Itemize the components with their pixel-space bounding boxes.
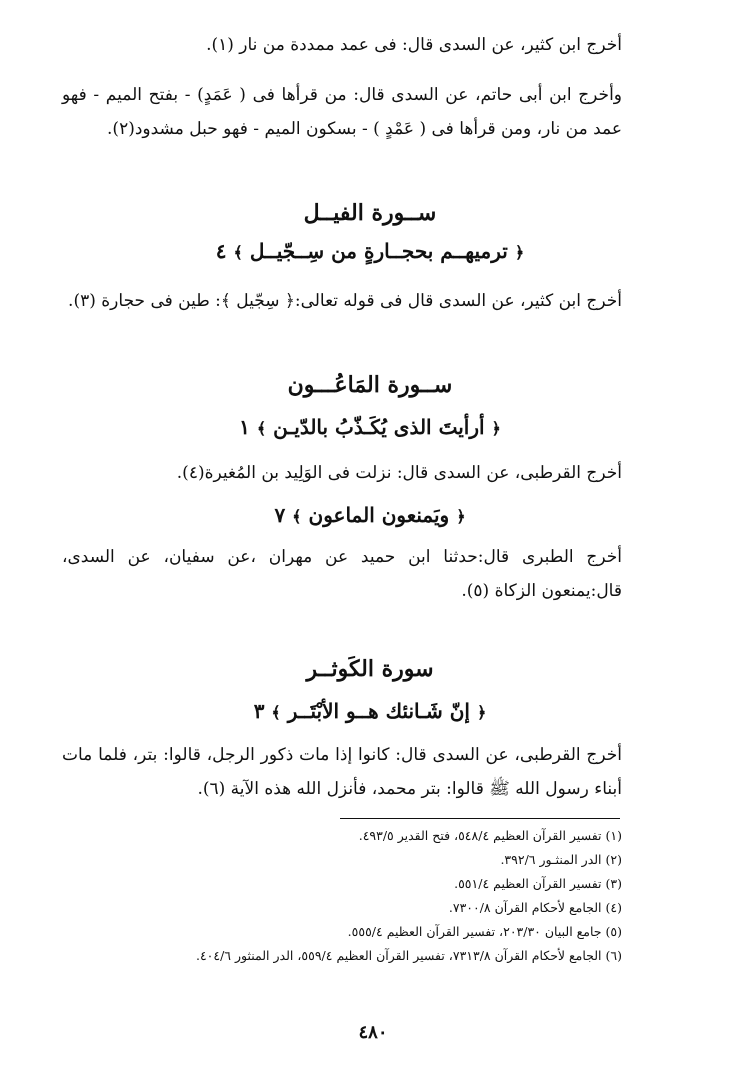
verse-text: أرأيتَ الذى يُكَـذّبُ بالدّيـن — [273, 415, 485, 439]
verse-maun-7 — [60, 498, 680, 534]
ornament-close: ﴾ — [256, 419, 267, 438]
ornament-close: ﴾ — [271, 703, 281, 722]
verse-fil-4 — [60, 234, 680, 270]
paragraph-ibn-kathir-amad: أخرج ابن كثير، عن السدى قال: فى عمد ممددة من نار (١). — [206, 35, 622, 55]
footnote-1: (١) تفسير القرآن العظيم ٥٤٨/٤، فتح القدير ٤٩٣/٥. — [358, 828, 622, 843]
paragraph-qurtubi-batar: أخرج القرطبى، عن السدى قال: كانوا إذا مات ذكور الرجل، قالوا: بتر، فلما مات أبناء رسول الله ﷺ قالوا: بتر محمد، فأنزل الله هذه الآية (٦). — [62, 745, 622, 799]
paragraph-ibn-abi-hatim: وأخرج ابن أبى حاتم، عن السدى قال: من قرأها فى ( عَمَدٍ) - بفتح الميم - فهو عمد من نار، ومن قرأها فى ( عَمْدٍ ) - بسكون الميم - فهو حبل مشدود(٢). — [62, 85, 622, 139]
footnotes — [62, 824, 622, 968]
verse-text: ويَمنعون الماعون — [308, 503, 450, 527]
surah-title-maun: ســورة المَاعُـــون — [287, 372, 453, 398]
surah-title-fil: ســورة الفيــل — [303, 200, 437, 226]
surah-title-kawthar: سورة الكَوثــر — [306, 656, 434, 682]
paragraph-qurtubi-walid: أخرج القرطبى، عن السدى قال: نزلت فى الوَلِيد بن المُغيرة(٤). — [176, 463, 622, 483]
verse-number: ٤ — [215, 239, 227, 263]
verse-number: ٣ — [253, 699, 265, 723]
verse-number: ١ — [239, 415, 250, 439]
footnote-6: (٦) الجامع لأحكام القرآن ٧٣١٣/٨، تفسير القرآن العظيم ٥٥٩/٤، الدر المنثور ٤٠٤/٦. — [195, 948, 622, 963]
verse-text: إنّ شَـانئك هــو الأبْتَــر — [287, 699, 470, 723]
paragraph-tabari: أخرج الطبرى قال:حدثنا ابن حميد عن مهران ،عن سفيان، عن السدى، قال:يمنعون الزكاة (٥). — [62, 547, 622, 601]
page-number: ٤٨٠ — [358, 1022, 388, 1043]
verse-kawthar-3 — [60, 694, 680, 730]
footnote-divider — [340, 818, 620, 819]
verse-number: ٧ — [274, 503, 286, 527]
footnote-3: (٣) تفسير القرآن العظيم ٥٥١/٤. — [454, 876, 622, 891]
ornament-close: ﴾ — [292, 507, 302, 526]
ornament-open: ﴿ — [456, 507, 466, 526]
footnote-2: (٢) الدر المنثـور ٣٩٢/٦. — [500, 852, 622, 867]
verse-maun-1 — [60, 410, 680, 446]
ornament-open: ﴿ — [491, 419, 501, 438]
footnote-5: (٥) جامع البيان ٢٠٣/٣٠، تفسير القرآن العظيم ٥٥٥/٤. — [347, 924, 622, 939]
paragraph-sijjil: أخرج ابن كثير، عن السدى قال فى قوله تعالى:﴿ سِجّيل ﴾: طين فى حجارة (٣). — [68, 291, 622, 311]
verse-text: ترميهــم بحجــارةٍ من سِــجّيــل — [249, 239, 508, 263]
ornament-open: ﴿ — [514, 243, 525, 262]
footnote-4: (٤) الجامع لأحكام القرآن ٧٣٠٠/٨. — [448, 900, 622, 915]
ornament-open: ﴿ — [476, 703, 487, 722]
ornament-close: ﴾ — [233, 243, 243, 262]
